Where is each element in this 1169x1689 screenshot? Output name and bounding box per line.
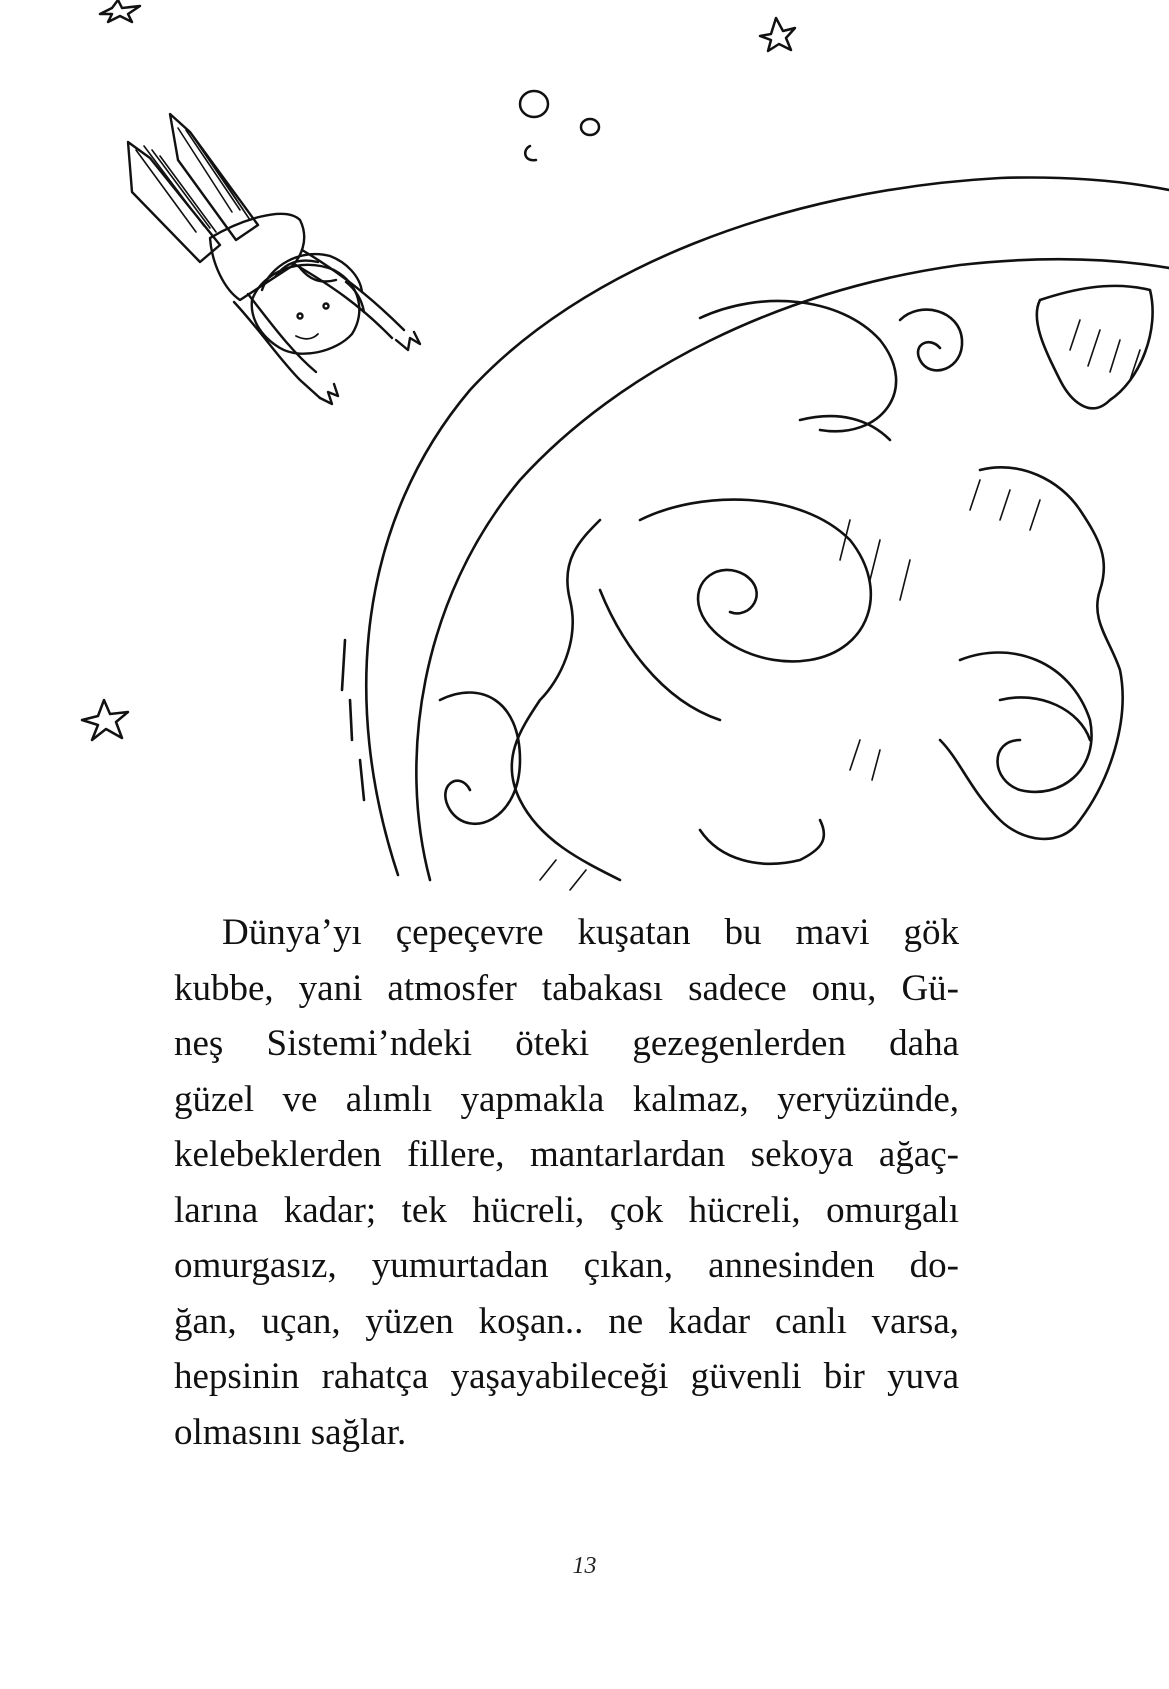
paragraph-line: ğan, uçan, yüzen koşan.. ne kadar canlı varsa, — [174, 1300, 959, 1342]
paragraph-line: kelebeklerden fillere, mantarlardan sekoya ağaç- — [174, 1134, 959, 1175]
paragraph-line: Dünya’yı çepeçevre kuşatan bu mavi gök — [222, 912, 959, 953]
star-icon-left — [82, 700, 128, 740]
page-number: 13 — [572, 1553, 597, 1579]
child-figure — [128, 114, 420, 404]
star-icon-top-left — [100, 0, 140, 22]
bubbles — [520, 91, 599, 160]
earth-planet — [342, 178, 1169, 891]
body-paragraph — [174, 905, 959, 1460]
paragraph-line: neş Sistemi’ndeki öteki gezegenlerden daha — [174, 1023, 959, 1064]
paragraph-line: güzel ve alımlı yapmakla kalmaz, yeryüzünde, — [174, 1078, 959, 1120]
paragraph-line: omurgasız, yumurtadan çıkan, annesinden do- — [174, 1245, 959, 1286]
paragraph-line: larına kadar; tek hücreli, çok hücreli, omurgalı — [174, 1189, 959, 1231]
paragraph-line: kubbe, yani atmosfer tabakası sadece onu, Gü- — [174, 967, 959, 1009]
star-icon-top-right — [760, 18, 795, 51]
paragraph-line: olmasını sağlar. — [174, 1411, 407, 1453]
paragraph-line: hepsinin rahatça yaşayabileceği güvenli bir yuva — [174, 1356, 959, 1397]
